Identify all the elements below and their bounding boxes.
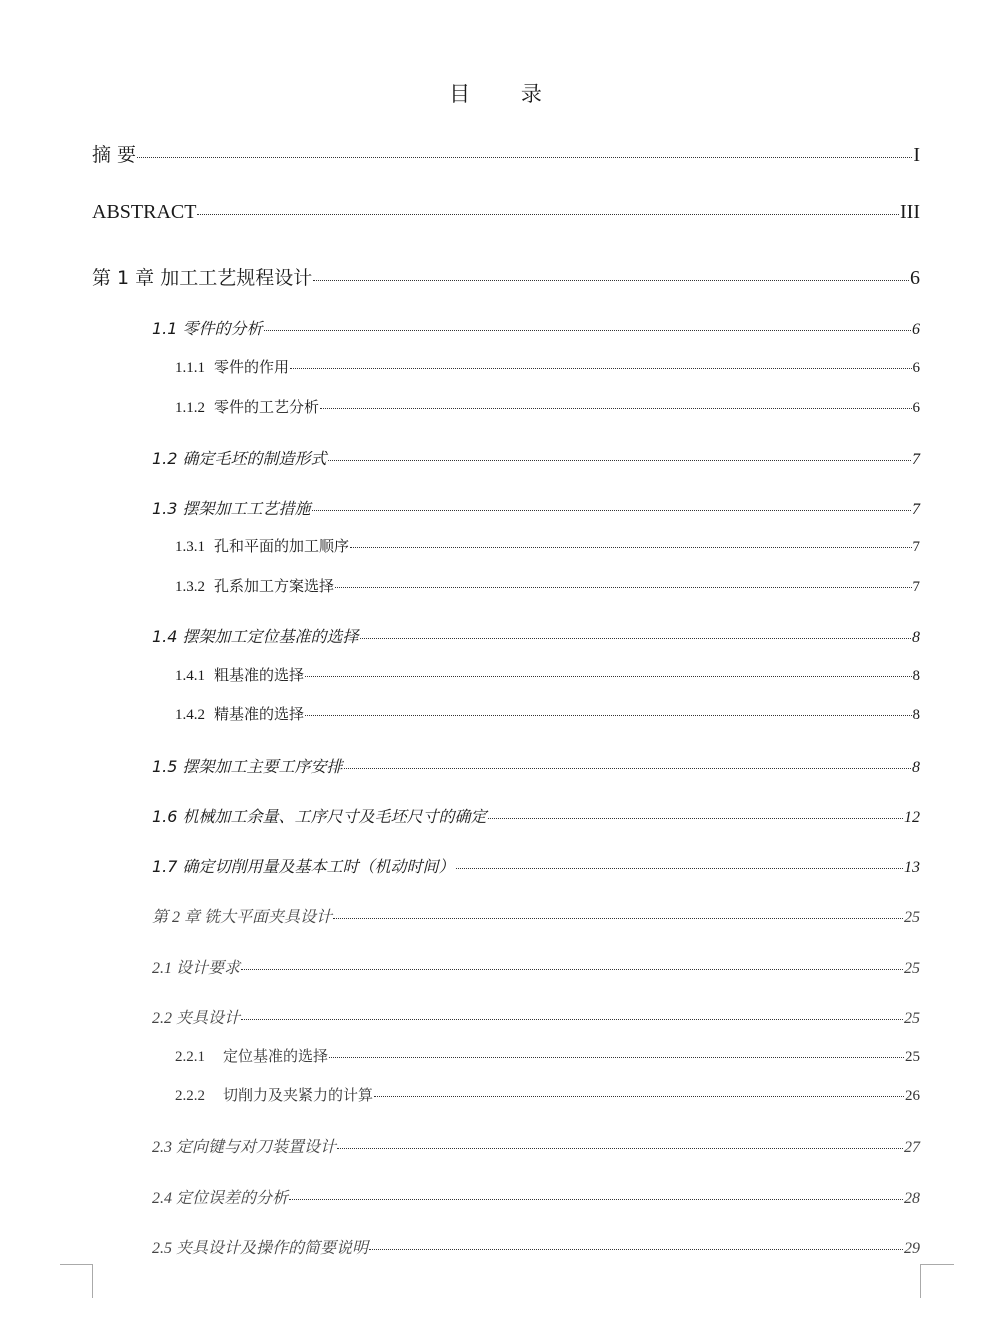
toc-entry-label: 2.4 定位误差的分析 <box>152 1190 289 1207</box>
toc-entry-1-3-1[interactable] <box>175 535 920 556</box>
toc-entry-label: 零件的工艺分析 <box>214 398 320 416</box>
toc-page-number: 8 <box>912 707 920 723</box>
toc-page-number: 6 <box>912 321 920 338</box>
toc-entry-2-2-1[interactable] <box>175 1045 920 1066</box>
toc-entry-number: 1.4.2 <box>175 707 205 723</box>
toc-entry-number: 1.1.1 <box>175 360 205 376</box>
toc-leader <box>344 768 911 769</box>
toc-entry-label: 2.5 夹具设计及操作的简要说明 <box>152 1240 369 1257</box>
toc-leader <box>197 214 899 215</box>
toc-page-number: 25 <box>904 960 920 977</box>
toc-entry-label: 1.7 确定切削用量及基本工时（机动时间） <box>152 857 455 876</box>
toc-entry-1-4[interactable] <box>152 624 920 647</box>
toc-page-number: 8 <box>912 668 920 684</box>
toc-page-number: 8 <box>912 759 920 776</box>
toc-leader <box>329 1057 904 1058</box>
toc-page-number: 6 <box>912 360 920 376</box>
toc-entry-1-4-1[interactable] <box>175 664 920 685</box>
toc-entry-label: 1.6 机械加工余量、工序尺寸及毛坯尺寸的确定 <box>152 807 487 826</box>
toc-leader <box>333 918 903 919</box>
toc-page-number: 7 <box>912 501 920 518</box>
toc-leader <box>320 408 911 409</box>
page-title: 目 录 <box>449 82 564 106</box>
toc-leader <box>313 280 909 281</box>
toc-entry-1-2[interactable] <box>152 446 920 469</box>
toc-entry-1-1-2[interactable] <box>175 396 920 417</box>
toc-entry-1-3[interactable] <box>152 496 920 519</box>
toc-leader <box>369 1249 903 1250</box>
toc-leader <box>264 330 911 331</box>
toc-entry-abstract-en[interactable] <box>92 201 920 224</box>
toc-page-number: III <box>900 201 920 223</box>
toc-entry-2-1[interactable] <box>152 955 920 978</box>
page-corner-mark-left <box>60 1264 93 1298</box>
toc-entry-label: 1.3 摆架加工工艺措施 <box>152 499 311 518</box>
toc-page-number: 7 <box>912 579 920 595</box>
toc-leader <box>312 510 911 511</box>
toc-leader <box>328 460 911 461</box>
toc-entry-2-4[interactable] <box>152 1185 920 1208</box>
toc-page-number: 7 <box>912 451 920 468</box>
toc-entry-label: 1.4 摆架加工定位基准的选择 <box>152 627 359 646</box>
toc-entry-label: 2.3 定向键与对刀装置设计 <box>152 1139 337 1156</box>
toc-entry-1-5[interactable] <box>152 754 920 777</box>
toc-leader <box>488 818 903 819</box>
toc-page-number: 13 <box>904 859 920 876</box>
toc-entry-2-2-2[interactable] <box>175 1084 920 1105</box>
toc-entry-chapter-2[interactable] <box>152 904 920 927</box>
toc-entry-1-7[interactable] <box>152 854 920 877</box>
toc-entry-label: 孔和平面的加工顺序 <box>214 537 350 555</box>
toc-page-number: 6 <box>912 400 920 416</box>
toc-leader <box>456 868 903 869</box>
toc-entry-2-5[interactable] <box>152 1235 920 1258</box>
toc-entry-label: 切削力及夹紧力的计算 <box>223 1088 374 1104</box>
toc-page-number: 25 <box>904 1010 920 1027</box>
toc-entry-number: 1.3.1 <box>175 539 205 555</box>
toc-entry-1-3-2[interactable] <box>175 575 920 596</box>
toc-page-number: 26 <box>905 1088 920 1104</box>
toc-entry-label: 第 1 章 加工工艺规程设计 <box>92 267 313 289</box>
toc-entry-1-6[interactable] <box>152 804 920 827</box>
toc-entry-label: 孔系加工方案选择 <box>214 577 335 595</box>
toc-entry-2-3[interactable] <box>152 1134 920 1157</box>
toc-page-number: 6 <box>910 267 920 289</box>
toc-entry-label: 第 2 章 铣大平面夹具设计 <box>152 909 333 926</box>
toc-page-number: 8 <box>912 629 920 646</box>
toc-leader <box>337 1148 903 1149</box>
toc-page-number: I <box>913 144 920 166</box>
toc-leader <box>241 969 903 970</box>
toc-entry-number: 1.1.2 <box>175 400 205 416</box>
toc-leader <box>241 1019 903 1020</box>
toc-entry-number: 2.2.2 <box>175 1088 205 1104</box>
toc-page-number: 27 <box>904 1139 920 1156</box>
toc-page-number: 12 <box>904 809 920 826</box>
page-corner-mark-right <box>920 1264 954 1298</box>
toc-leader <box>137 157 912 158</box>
toc-entry-label: 2.2 夹具设计 <box>152 1010 241 1027</box>
toc-leader <box>350 547 911 548</box>
toc-entry-2-2[interactable] <box>152 1005 920 1028</box>
toc-entry-label: 1.1 零件的分析 <box>152 319 263 338</box>
toc-leader <box>335 587 911 588</box>
toc-leader <box>290 368 911 369</box>
toc-page-number: 7 <box>912 539 920 555</box>
toc-entry-label: 定位基准的选择 <box>223 1049 329 1065</box>
toc-entry-label: ABSTRACT <box>92 201 197 223</box>
toc-leader <box>360 638 911 639</box>
toc-page-number: 28 <box>904 1190 920 1207</box>
toc-leader <box>305 676 911 677</box>
toc-entry-label: 摘 要 <box>92 144 137 166</box>
toc-entry-number: 1.3.2 <box>175 579 205 595</box>
toc-entry-abstract-cn[interactable] <box>92 140 920 167</box>
toc-entry-chapter-1[interactable] <box>92 263 920 290</box>
toc-entry-label: 1.2 确定毛坯的制造形式 <box>152 449 327 468</box>
toc-entry-label: 零件的作用 <box>214 358 290 376</box>
toc-page-number: 25 <box>905 1049 920 1065</box>
toc-entry-1-4-2[interactable] <box>175 703 920 724</box>
toc-entry-label: 1.5 摆架加工主要工序安排 <box>152 757 343 776</box>
toc-leader <box>374 1096 904 1097</box>
toc-entry-label: 精基准的选择 <box>214 705 305 723</box>
toc-entry-number: 2.2.1 <box>175 1049 205 1065</box>
toc-leader <box>289 1199 903 1200</box>
toc-page-number: 29 <box>904 1240 920 1257</box>
toc-entry-label: 2.1 设计要求 <box>152 960 241 977</box>
toc-entry-label: 粗基准的选择 <box>214 666 305 684</box>
toc-page-number: 25 <box>904 909 920 926</box>
toc-leader <box>305 715 911 716</box>
toc-entry-1-1-1[interactable] <box>175 356 920 377</box>
toc-entry-number: 1.4.1 <box>175 668 205 684</box>
toc-entry-1-1[interactable] <box>152 316 920 339</box>
